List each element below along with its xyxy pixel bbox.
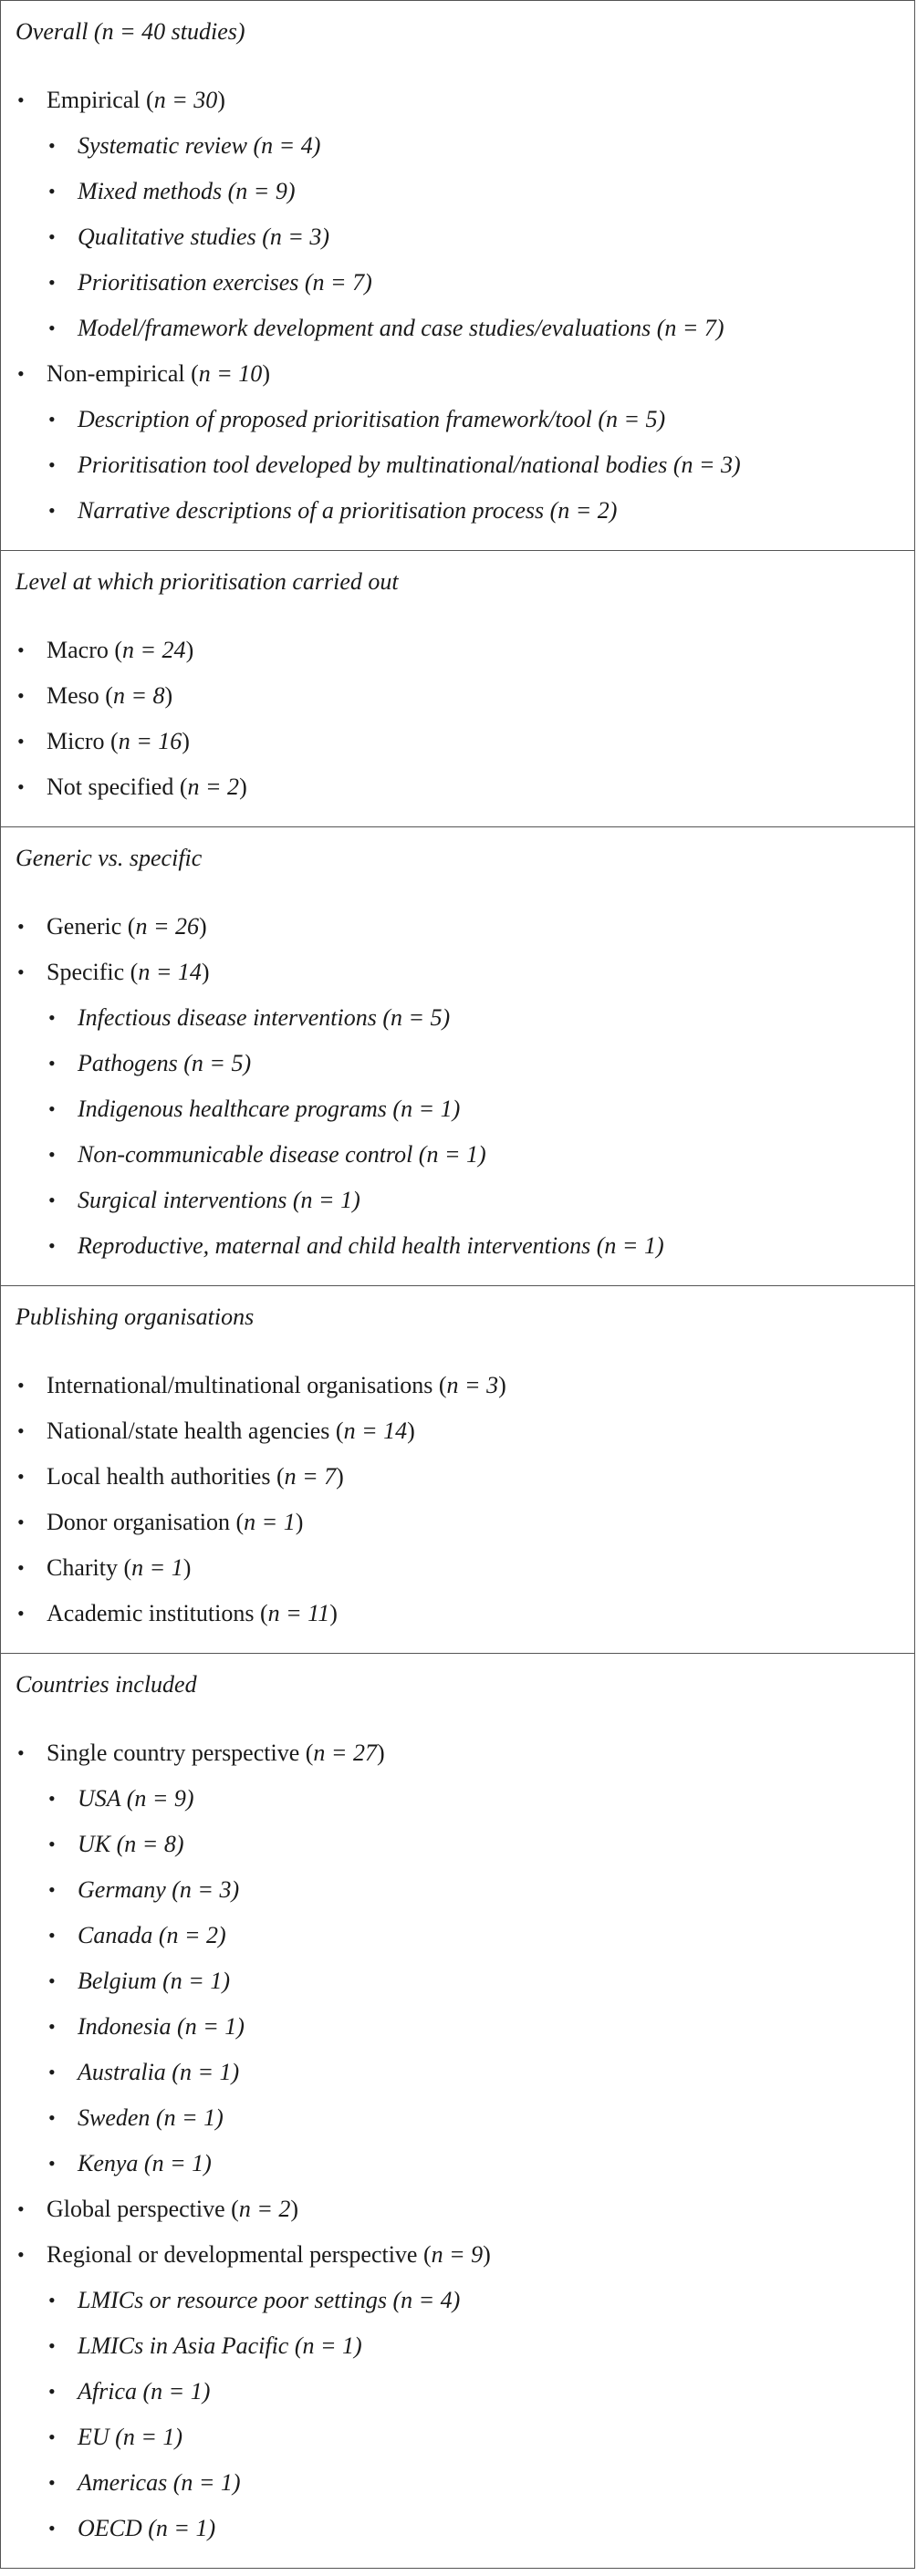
sub-list-item	[47, 1223, 900, 1269]
sub-list-item-text: • Infectious disease interventions (n = 5)	[78, 995, 900, 1041]
sub-list-item	[47, 1913, 900, 1958]
list-item	[16, 719, 900, 764]
list-item-text	[47, 904, 900, 950]
item-close: )	[329, 1600, 338, 1626]
sub-list-item-text: • Qualitative studies (n = 3)	[78, 214, 900, 260]
list-item	[16, 1408, 900, 1454]
sub-list-item	[47, 2460, 900, 2506]
item-count: n = 2	[187, 774, 240, 800]
list-item-text	[47, 764, 900, 810]
sub-list-item-text: • OECD (n = 1)	[78, 2506, 900, 2551]
list-item-text	[47, 719, 900, 764]
list-item	[16, 2232, 900, 2551]
sub-list-item	[47, 1958, 900, 2004]
item-count: n = 14	[138, 959, 202, 985]
sub-list-item-text: • Canada (n = 2)	[78, 1913, 900, 1958]
sub-list-item	[47, 123, 900, 169]
sub-list-item-text: • Sweden (n = 1)	[78, 2095, 900, 2141]
item-label: International/multinational organisations (	[47, 1372, 447, 1398]
sub-list-item-text: • UK (n = 8)	[78, 1822, 900, 1867]
section-title: Generic vs. specific	[16, 845, 203, 871]
item-label: Non-empirical (	[47, 360, 199, 387]
list-item-text	[47, 950, 900, 995]
table-section	[1, 551, 914, 827]
section-title: Countries included	[16, 1671, 197, 1698]
item-count: n = 8	[112, 682, 165, 709]
sub-list-item-text: • Indigenous healthcare programs (n = 1)	[78, 1086, 900, 1132]
list-item	[16, 1545, 900, 1591]
item-label: Donor organisation (	[47, 1509, 245, 1535]
item-close: )	[164, 682, 173, 709]
sub-list-item-text: • Indonesia (n = 1)	[78, 2004, 900, 2050]
sub-list-item	[47, 1041, 900, 1086]
item-close: )	[198, 913, 207, 940]
list-item	[16, 2186, 900, 2232]
list-item-text	[47, 2232, 900, 2278]
section-title: Overall (n = 40 studies)	[16, 18, 245, 45]
sub-list-item	[47, 2323, 900, 2369]
sub-list-item-text: • Description of proposed prioritisation framework/tool (n = 5)	[78, 397, 900, 442]
sub-list-item	[47, 2141, 900, 2186]
sub-list-item	[47, 397, 900, 442]
sub-list-item	[47, 1867, 900, 1913]
sub-bullet-list	[47, 995, 900, 1269]
item-label: Specific (	[47, 959, 139, 985]
sub-list-item-text: • Surgical interventions (n = 1)	[78, 1178, 900, 1223]
list-item	[16, 1591, 900, 1636]
list-item	[16, 1454, 900, 1500]
item-label: Charity (	[47, 1554, 132, 1581]
sub-list-item-text: • Prioritisation tool developed by multinational/national bodies (n = 3)	[78, 442, 900, 488]
item-label: Macro (	[47, 637, 123, 663]
list-item-text	[47, 2186, 900, 2232]
sub-list-item	[47, 2004, 900, 2050]
sub-list-item	[47, 2415, 900, 2460]
item-label: Single country perspective (	[47, 1740, 314, 1766]
item-count: n = 11	[267, 1600, 330, 1626]
item-close: )	[483, 2241, 491, 2268]
sub-list-item	[47, 214, 900, 260]
list-item-text	[47, 1454, 900, 1500]
sub-list-item	[47, 2278, 900, 2323]
item-label: Global perspective (	[47, 2196, 239, 2222]
sub-list-item	[47, 995, 900, 1041]
sub-list-item-text: • LMICs in Asia Pacific (n = 1)	[78, 2323, 900, 2369]
list-item-text	[47, 673, 900, 719]
list-item-text	[47, 1545, 900, 1591]
sub-list-item-text: • Model/framework development and case studies/evaluations (n = 7)	[78, 306, 900, 351]
item-close: )	[407, 1418, 415, 1444]
sub-list-item-text: • Narrative descriptions of a prioritisation process (n = 2)	[78, 488, 900, 534]
list-item	[16, 673, 900, 719]
sub-list-item-text: • Prioritisation exercises (n = 7)	[78, 260, 900, 306]
item-count: n = 24	[122, 637, 186, 663]
item-count: n = 1	[244, 1509, 296, 1535]
item-close: )	[185, 637, 194, 663]
list-item-text	[47, 78, 900, 123]
list-item	[16, 628, 900, 673]
item-close: )	[182, 728, 190, 754]
sub-list-item	[47, 442, 900, 488]
bullet-list	[16, 1363, 900, 1636]
item-close: )	[262, 360, 270, 387]
item-close: )	[239, 774, 247, 800]
sub-list-item	[47, 169, 900, 214]
bullet-list	[16, 78, 900, 534]
item-label: Meso (	[47, 682, 113, 709]
item-count: n = 14	[343, 1418, 408, 1444]
sub-list-item-text: • Africa (n = 1)	[78, 2369, 900, 2415]
item-label: Generic (	[47, 913, 136, 940]
item-count: n = 30	[153, 87, 218, 113]
bullet-list	[16, 904, 900, 1269]
item-close: )	[376, 1740, 385, 1766]
sub-list-item	[47, 1776, 900, 1822]
sub-list-item	[47, 2369, 900, 2415]
item-close: )	[336, 1463, 344, 1490]
sub-list-item-text: • Non-communicable disease control (n = 1)	[78, 1132, 900, 1178]
item-close: )	[182, 1554, 192, 1581]
sub-list-item-text: • Australia (n = 1)	[78, 2050, 900, 2095]
sub-list-item-text: • EU (n = 1)	[78, 2415, 900, 2460]
list-item-text	[47, 1363, 900, 1408]
list-item-text	[47, 1500, 900, 1545]
item-count: n = 9	[431, 2241, 484, 2268]
list-item	[16, 351, 900, 534]
item-close: )	[295, 1509, 304, 1535]
list-item-text	[47, 351, 900, 397]
section-title: Level at which prioritisation carried out	[16, 568, 399, 595]
item-count: n = 3	[446, 1372, 499, 1398]
section-title: Publishing organisations	[16, 1304, 255, 1330]
sub-bullet-list	[47, 2278, 900, 2551]
list-item	[16, 764, 900, 810]
bullet-list	[16, 1730, 900, 2551]
sub-list-item-text: • Systematic review (n = 4)	[78, 123, 900, 169]
table-section	[1, 1, 914, 551]
item-label: Not specified (	[47, 774, 188, 800]
item-count: n = 26	[135, 913, 199, 940]
item-count: n = 7	[284, 1463, 337, 1490]
list-item	[16, 1363, 900, 1408]
list-item	[16, 1730, 900, 2186]
item-label: Academic institutions (	[47, 1600, 268, 1626]
item-label: Micro (	[47, 728, 119, 754]
sub-list-item	[47, 2050, 900, 2095]
sub-list-item	[47, 488, 900, 534]
sub-list-item	[47, 2506, 900, 2551]
sub-list-item	[47, 306, 900, 351]
sub-list-item	[47, 1178, 900, 1223]
sub-bullet-list	[47, 123, 900, 351]
sub-list-item-text: • Kenya (n = 1)	[78, 2141, 900, 2186]
sub-list-item-text: • LMICs or resource poor settings (n = 4)	[78, 2278, 900, 2323]
sub-list-item	[47, 1822, 900, 1867]
sub-list-item-text: • Pathogens (n = 5)	[78, 1041, 900, 1086]
sub-list-item-text: • Germany (n = 3)	[78, 1867, 900, 1913]
item-count: n = 2	[238, 2196, 291, 2222]
bullet-list	[16, 628, 900, 810]
sub-list-item-text: • Belgium (n = 1)	[78, 1958, 900, 2004]
sub-bullet-list	[47, 1776, 900, 2186]
list-item	[16, 78, 900, 351]
table-section	[1, 1286, 914, 1654]
table-section	[1, 1654, 914, 2569]
list-item-text	[47, 628, 900, 673]
list-item-text	[47, 1591, 900, 1636]
item-close: )	[498, 1372, 506, 1398]
item-close: )	[201, 959, 210, 985]
sub-bullet-list	[47, 397, 900, 534]
item-label: Regional or developmental perspective (	[47, 2241, 432, 2268]
table-section	[1, 827, 914, 1286]
list-item-text	[47, 1408, 900, 1454]
item-count: n = 1	[131, 1554, 183, 1581]
item-close: )	[290, 2196, 299, 2222]
item-count: n = 27	[313, 1740, 377, 1766]
list-item	[16, 1500, 900, 1545]
sub-list-item-text: • Mixed methods (n = 9)	[78, 169, 900, 214]
item-label: Local health authorities (	[47, 1463, 285, 1490]
list-item	[16, 950, 900, 1269]
sub-list-item	[47, 260, 900, 306]
sub-list-item	[47, 1132, 900, 1178]
item-label: Empirical (	[47, 87, 154, 113]
sub-list-item-text: • Americas (n = 1)	[78, 2460, 900, 2506]
item-count: n = 16	[118, 728, 182, 754]
list-item-text	[47, 1730, 900, 1776]
item-close: )	[217, 87, 225, 113]
sub-list-item	[47, 1086, 900, 1132]
sub-list-item-text: • Reproductive, maternal and child health interventions (n = 1)	[78, 1223, 900, 1269]
sub-list-item-text: • USA (n = 9)	[78, 1776, 900, 1822]
item-label: National/state health agencies (	[47, 1418, 344, 1444]
item-count: n = 10	[198, 360, 263, 387]
list-item	[16, 904, 900, 950]
sub-list-item	[47, 2095, 900, 2141]
